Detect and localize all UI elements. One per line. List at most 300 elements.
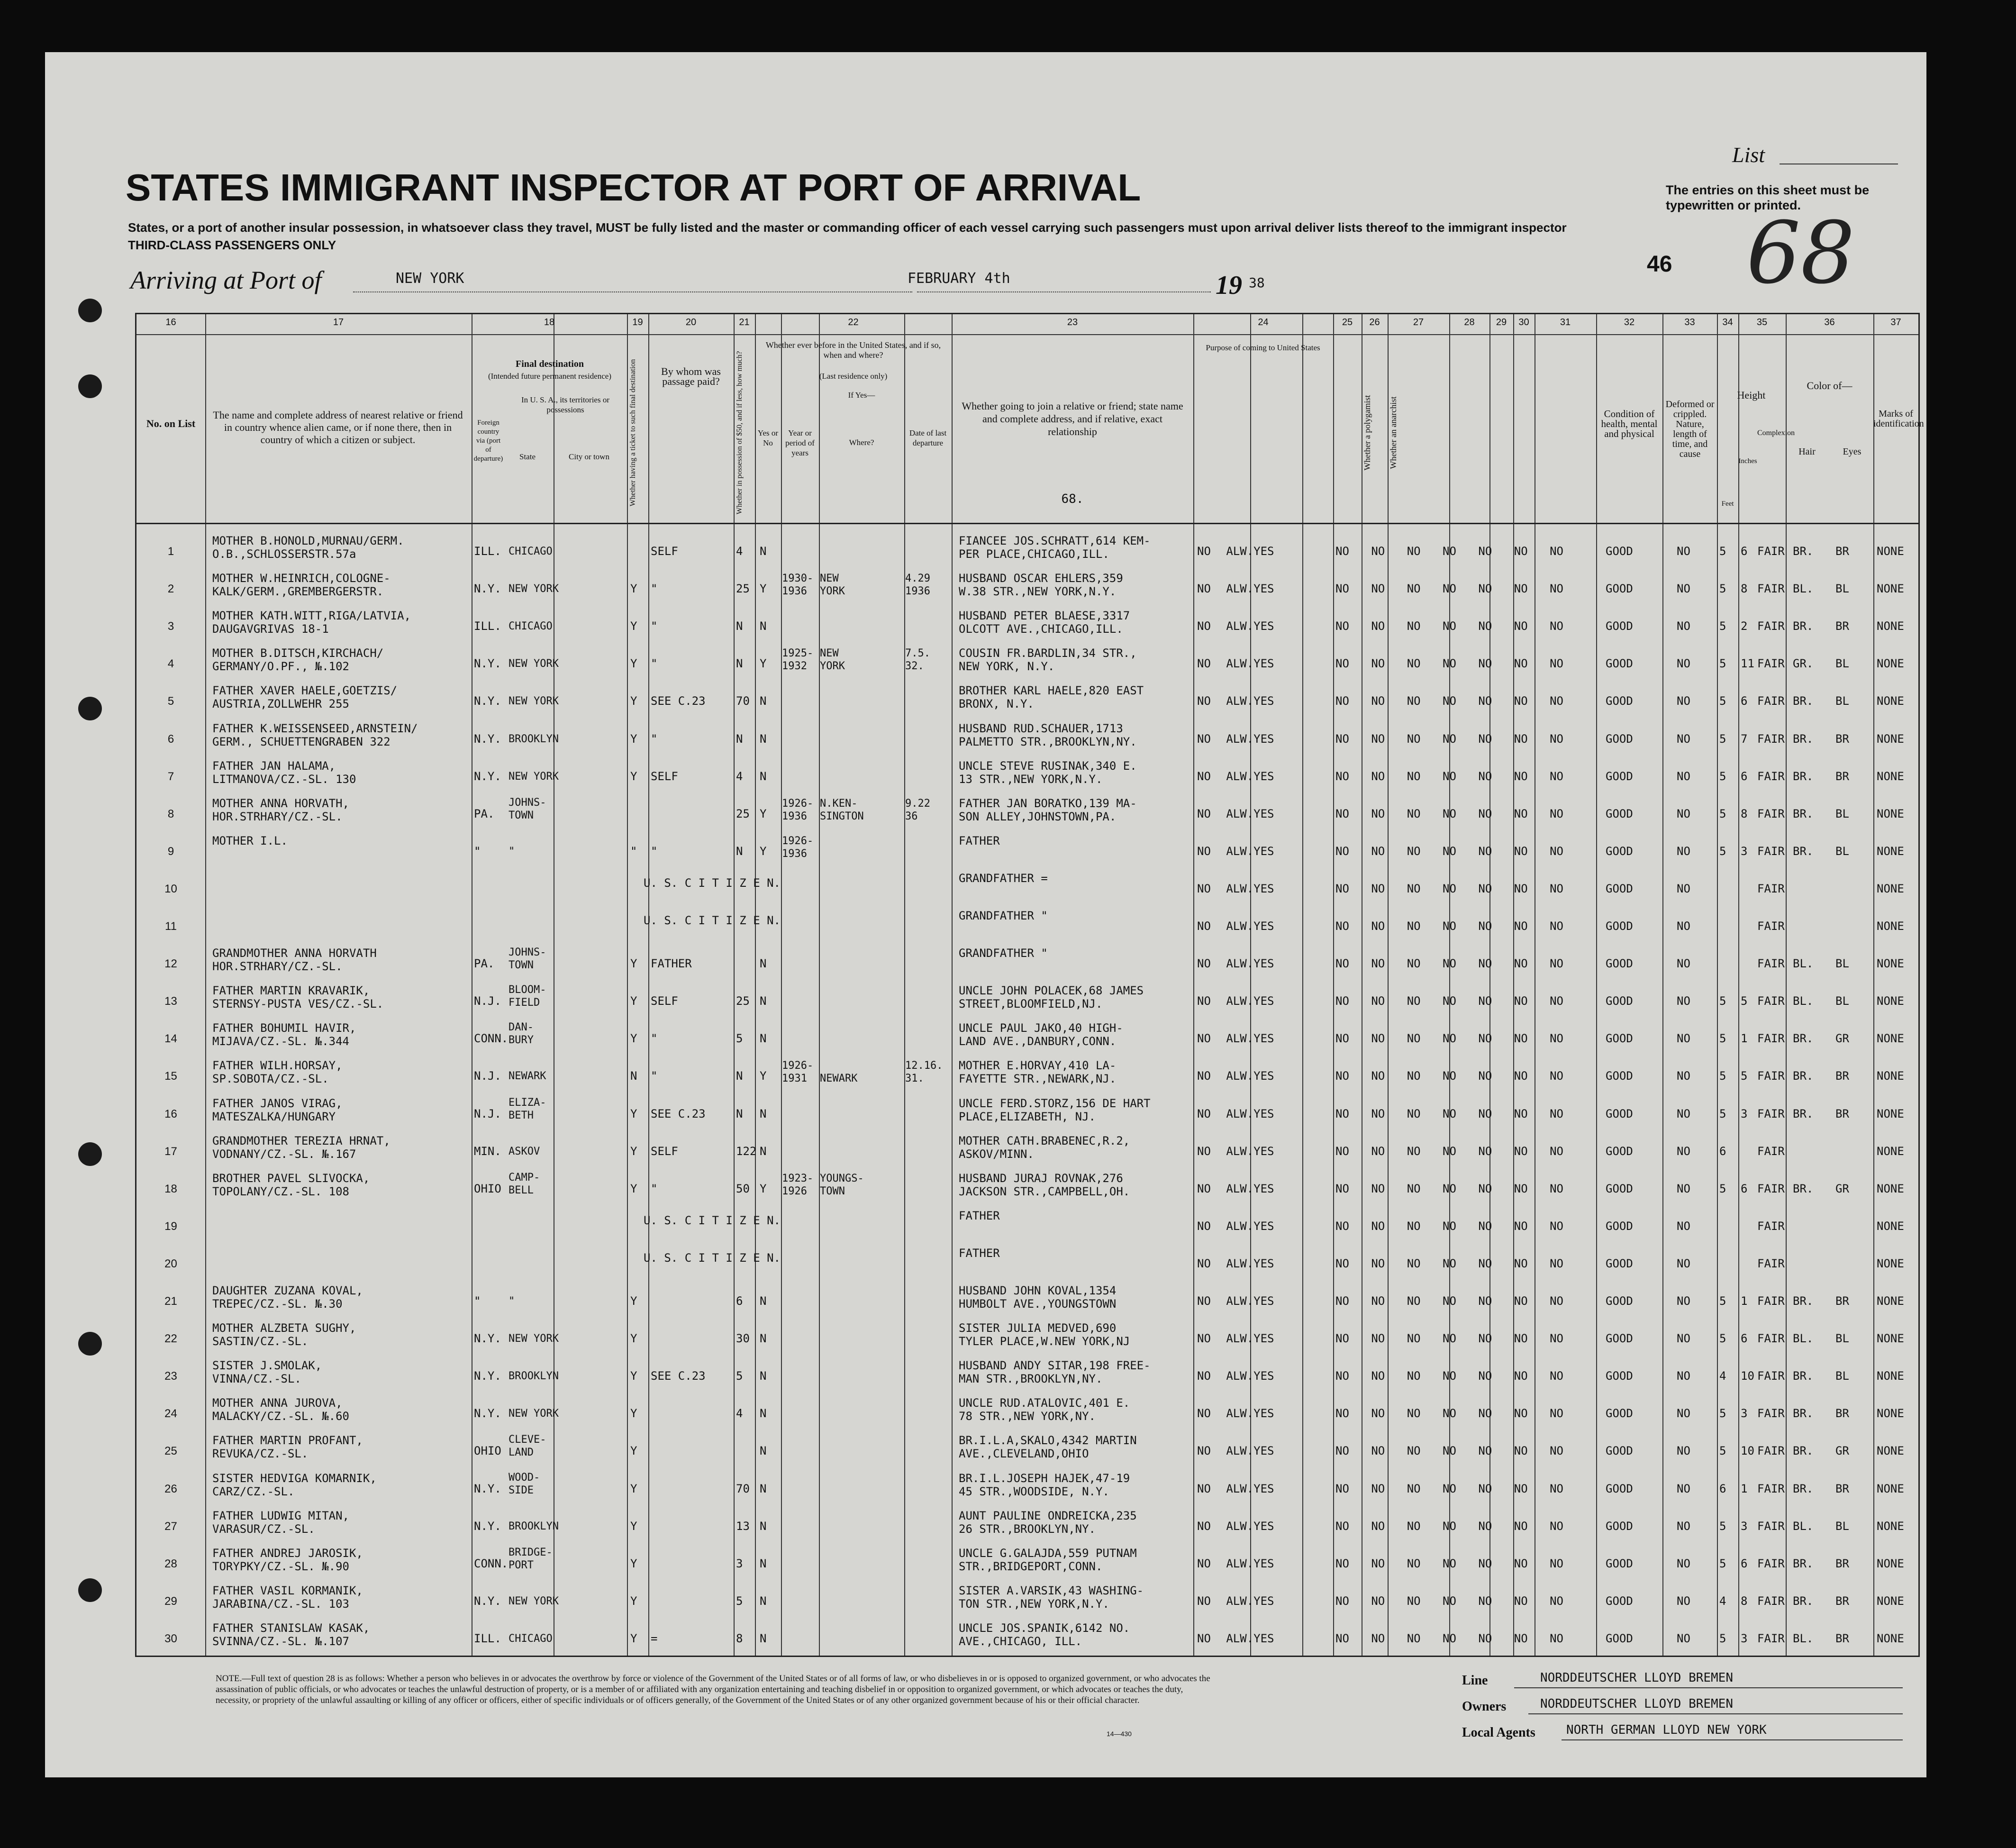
cell-q: NO NO NO NO NO NO NO xyxy=(1335,1069,1563,1083)
cell-marks: NONE xyxy=(1877,1144,1904,1158)
cell-rownum: 8 xyxy=(167,807,174,820)
cell-before: N xyxy=(760,1144,767,1158)
entries-note: The entries on this sheet must be typewritten or printed. xyxy=(1666,183,1870,212)
cell-q: NO NO NO NO NO NO NO xyxy=(1335,732,1563,746)
cell-hair: BR. xyxy=(1793,807,1814,820)
cell-rownum: 6 xyxy=(167,732,174,746)
cell-state: N.Y. xyxy=(474,1369,501,1383)
cell-marks: NONE xyxy=(1877,769,1904,783)
cell-health: GOOD xyxy=(1606,1594,1633,1608)
table-row xyxy=(136,1580,1918,1619)
cell-rel0: SISTER HEDVIGA KOMARNIK, xyxy=(212,1471,377,1485)
cell-before: N xyxy=(760,694,767,708)
cell-join0: FIANCEE JOS.SCHRATT,614 KEM- xyxy=(959,534,1151,547)
cell-dep: 7.5. 32. xyxy=(905,647,930,673)
cell-yrs: 1923- 1926 xyxy=(782,1172,814,1197)
cell-ft: 6 xyxy=(1719,1482,1726,1495)
table-row xyxy=(136,605,1918,644)
cell-rownum: 12 xyxy=(164,957,177,971)
cell-rownum: 30 xyxy=(164,1632,177,1645)
table-row xyxy=(136,1355,1918,1393)
table-row xyxy=(136,1317,1918,1356)
cell-health: GOOD xyxy=(1606,957,1633,971)
cell-join1: TON STR.,NEW YORK,N.Y. xyxy=(959,1597,1109,1611)
cell-q: NO NO NO NO NO NO NO xyxy=(1335,1369,1563,1383)
cell-hair: BL. xyxy=(1793,582,1814,596)
header-no-on-list: No. on List xyxy=(146,418,196,429)
cell-money: 4 xyxy=(736,769,743,783)
cell-marks: NONE xyxy=(1877,1407,1904,1420)
cell-hair: BR. xyxy=(1793,1294,1814,1308)
cell-before: Y xyxy=(760,657,767,671)
cell-money: 5 xyxy=(736,1032,743,1046)
cell-in: 3 xyxy=(1741,1631,1748,1645)
cell-before: N xyxy=(760,1482,767,1495)
cell-in: 6 xyxy=(1741,1182,1748,1195)
cell-rel1: SP.SOBOTA/CZ.-SL. xyxy=(212,1072,329,1086)
cell-eyes: BR xyxy=(1835,1482,1849,1495)
cell-ticket: Y xyxy=(630,732,637,746)
cell-deform: NO xyxy=(1677,545,1690,558)
cell-marks: NONE xyxy=(1877,619,1904,633)
cell-rel0: MOTHER ANNA JUROVA, xyxy=(212,1396,343,1410)
cell-health: GOOD xyxy=(1606,1482,1633,1495)
cell-q: NO NO NO NO NO NO NO xyxy=(1335,1144,1563,1158)
cell-ft: 5 xyxy=(1719,1557,1726,1570)
header-last-residence: (Last residence only) xyxy=(819,372,888,381)
cell-money: 25 xyxy=(736,994,750,1008)
cell-rel0: FATHER STANISLAW KASAK, xyxy=(212,1621,370,1635)
cell-join1: 45 STR.,WOODSIDE, N.Y. xyxy=(959,1484,1109,1498)
cell-cx: FAIR xyxy=(1757,994,1785,1008)
cell-deform: NO xyxy=(1677,1144,1690,1158)
col-num-24: 24 xyxy=(1258,317,1269,328)
cell-ft: 4 xyxy=(1719,1594,1726,1608)
cell-ticket: Y xyxy=(630,1032,637,1046)
cell-cx: FAIR xyxy=(1757,769,1785,783)
cell-p: NO ALW.YES xyxy=(1197,844,1274,858)
cell-q: NO NO NO NO NO NO NO xyxy=(1335,545,1563,558)
table-row xyxy=(136,980,1918,1019)
cell-in: 3 xyxy=(1741,844,1748,858)
table-row xyxy=(136,1505,1918,1544)
cell-cx: FAIR xyxy=(1757,807,1785,820)
cell-join1: STR.,BRIDGEPORT,CONN. xyxy=(959,1559,1103,1573)
cell-join0: UNCLE RUD.ATALOVIC,401 E. xyxy=(959,1396,1130,1410)
cell-q: NO NO NO NO NO NO NO xyxy=(1335,1519,1563,1533)
cell-paid: " xyxy=(651,732,658,746)
cell-in: 3 xyxy=(1741,1519,1748,1533)
cell-join1: PER PLACE,CHICAGO,ILL. xyxy=(959,547,1109,561)
binder-hole xyxy=(78,1142,102,1166)
cell-join0: SISTER JULIA MEDVED,690 xyxy=(959,1321,1117,1335)
cell-p: NO ALW.YES xyxy=(1197,1219,1274,1233)
cell-deform: NO xyxy=(1677,657,1690,671)
cell-marks: NONE xyxy=(1877,1256,1904,1270)
cell-money: 6 xyxy=(736,1294,743,1308)
table-row xyxy=(136,1429,1918,1468)
cell-state: OHIO xyxy=(474,1444,501,1458)
cell-before: N xyxy=(760,732,767,746)
cell-rel0: BROTHER PAVEL SLIVOCKA, xyxy=(212,1171,370,1185)
cell-city: CHICAGO xyxy=(509,546,553,557)
cell-before: N xyxy=(760,1032,767,1046)
cell-hair: BR. xyxy=(1793,732,1814,746)
table-row xyxy=(136,1130,1918,1169)
cell-money: 25 xyxy=(736,582,750,596)
cell-marks: NONE xyxy=(1877,1332,1904,1346)
cell-rel1: TORYPKY/CZ.-SL. №.90 xyxy=(212,1559,349,1573)
cell-ft: 5 xyxy=(1719,1069,1726,1083)
cell-where: NEW YORK xyxy=(820,647,845,673)
cell-rownum: 23 xyxy=(164,1370,177,1383)
cell-yrs: 1930- 1936 xyxy=(782,573,814,598)
cell-deform: NO xyxy=(1677,957,1690,971)
cell-rownum: 9 xyxy=(167,845,174,858)
cell-rel1: LITMANOVA/CZ.-SL. 130 xyxy=(212,772,356,786)
cell-paid: " xyxy=(651,1182,658,1195)
line-value: NORDDEUTSCHER LLOYD BREMEN xyxy=(1540,1671,1733,1685)
cell-rel0: MOTHER ANNA HORVATH, xyxy=(212,796,349,810)
cell-ticket: Y xyxy=(630,1144,637,1158)
cell-rel1: VODNANY/CZ.-SL. №.167 xyxy=(212,1147,356,1161)
cell-ft: 5 xyxy=(1719,1032,1726,1046)
cell-before: N xyxy=(760,1407,767,1420)
cell-marks: NONE xyxy=(1877,1032,1904,1046)
cell-health: GOOD xyxy=(1606,1369,1633,1383)
cell-hair: BR. xyxy=(1793,545,1814,558)
header-ticket: Whether having a ticket to such final destination xyxy=(629,359,637,507)
table-row xyxy=(136,1055,1918,1093)
cell-money: 3 xyxy=(736,1557,743,1570)
cell-join0: UNCLE G.GALAJDA,559 PUTNAM xyxy=(959,1546,1137,1560)
cell-ft: 5 xyxy=(1719,657,1726,671)
cell-ft: 5 xyxy=(1719,994,1726,1008)
cell-p: NO ALW.YES xyxy=(1197,882,1274,895)
cell-p: NO ALW.YES xyxy=(1197,1519,1274,1533)
cell-city: NEW YORK xyxy=(509,658,559,670)
cell-paid: " xyxy=(651,619,658,633)
col-num-30: 30 xyxy=(1518,317,1529,328)
cell-p: NO ALW.YES xyxy=(1197,994,1274,1008)
cell-money: N xyxy=(736,732,743,746)
cell-ticket: Y xyxy=(630,1444,637,1458)
cell-rownum: 7 xyxy=(167,770,174,783)
cell-in: 10 xyxy=(1741,1369,1754,1383)
manifest-table xyxy=(135,313,1924,1657)
cell-state: N.J. xyxy=(474,994,501,1008)
header-feet: Feet xyxy=(1721,500,1734,508)
header-ever-before: Whether ever before in the United States, and if so, when and where? xyxy=(765,340,941,360)
cell-before: N xyxy=(760,1369,767,1383)
cell-ticket: Y xyxy=(630,1594,637,1608)
cell-marks: NONE xyxy=(1877,994,1904,1008)
cell-health: GOOD xyxy=(1606,1144,1633,1158)
cell-join0: FATHER xyxy=(959,1209,1000,1222)
cell-ticket: Y xyxy=(630,694,637,708)
cell-hair: BR. xyxy=(1793,1182,1814,1195)
cell-ft: 5 xyxy=(1719,694,1726,708)
table-row xyxy=(136,755,1918,794)
cell-q: NO NO NO NO NO NO NO xyxy=(1335,1294,1563,1308)
cell-hair: BL. xyxy=(1793,1519,1814,1533)
cell-deform: NO xyxy=(1677,1032,1690,1046)
cell-eyes: BR xyxy=(1835,1107,1849,1120)
cell-ticket: N xyxy=(630,1069,637,1083)
cell-deform: NO xyxy=(1677,844,1690,858)
cell-health: GOOD xyxy=(1606,1519,1633,1533)
cell-deform: NO xyxy=(1677,1594,1690,1608)
col-num-16: 16 xyxy=(165,317,176,328)
cell-p: NO ALW.YES xyxy=(1197,1594,1274,1608)
cell-hair: BR. xyxy=(1793,1107,1814,1120)
cell-money: N xyxy=(736,1069,743,1083)
cell-eyes: BL xyxy=(1835,1369,1849,1383)
cell-in: 5 xyxy=(1741,1069,1748,1083)
cell-deform: NO xyxy=(1677,694,1690,708)
cell-before: N xyxy=(760,1557,767,1570)
cell-eyes: BR xyxy=(1835,1069,1849,1083)
cell-rownum: 20 xyxy=(164,1257,177,1270)
cell-health: GOOD xyxy=(1606,1069,1633,1083)
cell-marks: NONE xyxy=(1877,1069,1904,1083)
cell-in: 3 xyxy=(1741,1107,1748,1120)
cell-state: N.Y. xyxy=(474,582,501,596)
cell-eyes: GR xyxy=(1835,1032,1849,1046)
cell-deform: NO xyxy=(1677,1219,1690,1233)
cell-state: N.Y. xyxy=(474,1332,501,1346)
cell-rel1: GERM., SCHUETTENGRABEN 322 xyxy=(212,735,390,748)
header-state: State xyxy=(519,452,536,461)
cell-p: NO ALW.YES xyxy=(1197,1144,1274,1158)
cell-join0: SISTER A.VARSIK,43 WASHING- xyxy=(959,1584,1144,1597)
cell-in: 8 xyxy=(1741,582,1748,596)
cell-eyes: BL xyxy=(1835,957,1849,971)
cell-where: NEW YORK xyxy=(820,573,845,598)
cell-paid: SEE C.23 xyxy=(651,694,706,708)
table-row xyxy=(136,1467,1918,1506)
cell-ticket: Y xyxy=(630,1482,637,1495)
cell-city: WOOD- SIDE xyxy=(509,1471,540,1496)
cell-state: N.Y. xyxy=(474,657,501,671)
cell-ticket: Y xyxy=(630,1631,637,1645)
cell-join1: AVE.,CHICAGO, ILL. xyxy=(959,1634,1082,1648)
cell-state: N.Y. xyxy=(474,732,501,746)
cell-before: N xyxy=(760,1294,767,1308)
cell-rownum: 13 xyxy=(164,995,177,1008)
cell-ft: 5 xyxy=(1719,1519,1726,1533)
header-if-yes: If Yes— xyxy=(848,391,875,400)
table-row xyxy=(136,567,1918,606)
cell-p: NO ALW.YES xyxy=(1197,1069,1274,1083)
cell-q: NO NO NO NO NO NO NO xyxy=(1335,1107,1563,1120)
footer-note: NOTE.—Full text of question 28 is as follows: Whether a person who believes in or advocates the overthrow by force or violence of the Government of the United States or of all forms of law, or who disbelieves in or is opposed to organized government, or who advocates the assassination of public officials, or who advocates or teaches the unlawful destruction of property, or is a member of or affiliated with any organization entertaining and teaching disbelief in or opposition to organized government, or which advocates or teaches the duty, necessity, or propriety of the unlawful assaulting or killing of any officer or officers, either of specific individuals or of officers generally, of the Government of the United States or of any other organized government because of his or their official character. xyxy=(216,1674,1210,1705)
cell-in: 7 xyxy=(1741,732,1748,746)
cell-join1: AVE.,CLEVELAND,OHIO xyxy=(959,1447,1089,1461)
cell-hair: BR. xyxy=(1793,1594,1814,1608)
cell-in: 6 xyxy=(1741,1557,1748,1570)
cell-join1: 13 STR.,NEW YORK,N.Y. xyxy=(959,772,1103,786)
agents-label: Local Agents xyxy=(1462,1725,1535,1740)
cell-city: BROOKLYN xyxy=(509,733,559,745)
cell-marks: NONE xyxy=(1877,1444,1904,1458)
cell-us-citizen: U. S. C I T I Z E N. xyxy=(644,1213,781,1227)
cell-join1: STREET,BLOOMFIELD,NJ. xyxy=(959,997,1103,1011)
cell-health: GOOD xyxy=(1606,694,1633,708)
cell-paid: SELF xyxy=(651,1144,678,1158)
cell-marks: NONE xyxy=(1877,732,1904,746)
cell-q: NO NO NO NO NO NO NO xyxy=(1335,1032,1563,1046)
cell-ft: 6 xyxy=(1719,1144,1726,1158)
header-passage-paid: By whom was passage paid? xyxy=(661,365,721,387)
cell-rel1: MALACKY/CZ.-SL. №.60 xyxy=(212,1410,349,1423)
cell-before: N xyxy=(760,545,767,558)
cell-in: 6 xyxy=(1741,769,1748,783)
cell-rel1: KALK/GERM.,GREMBERGERSTR. xyxy=(212,585,384,599)
col-num-23: 23 xyxy=(1067,317,1078,328)
cell-rownum: 2 xyxy=(167,583,174,596)
cell-rownum: 1 xyxy=(167,545,174,558)
cell-ticket: Y xyxy=(630,619,637,633)
cell-health: GOOD xyxy=(1606,1256,1633,1270)
cell-health: GOOD xyxy=(1606,732,1633,746)
cell-state: ILL. xyxy=(474,545,501,558)
cell-city: NEWARK xyxy=(509,1070,546,1083)
cell-rel0: FATHER K.WEISSENSEED,ARNSTEIN/ xyxy=(212,721,418,735)
cell-p: NO ALW.YES xyxy=(1197,1332,1274,1346)
cell-rel0: MOTHER I.L. xyxy=(212,834,288,847)
cell-q: NO NO NO NO NO NO NO xyxy=(1335,1557,1563,1570)
cell-state: " xyxy=(474,844,481,858)
cell-state: CONN. xyxy=(474,1557,509,1570)
cell-deform: NO xyxy=(1677,1332,1690,1346)
cell-city: CHICAGO xyxy=(509,620,553,633)
cell-rownum: 14 xyxy=(164,1032,177,1046)
cell-eyes: BL xyxy=(1835,582,1849,596)
cell-city: BROOKLYN xyxy=(509,1370,559,1383)
cell-rel0: DAUGHTER ZUZANA KOVAL, xyxy=(212,1284,363,1297)
cell-before: N xyxy=(760,994,767,1008)
cell-eyes: BL xyxy=(1835,1332,1849,1346)
cell-rownum: 4 xyxy=(167,657,174,671)
table-row xyxy=(136,1017,1918,1056)
table-row xyxy=(136,792,1918,831)
cell-rel0: FATHER BOHUMIL HAVIR, xyxy=(212,1021,356,1035)
cell-join0: FATHER JAN BORATKO,139 MA- xyxy=(959,796,1137,810)
cell-marks: NONE xyxy=(1877,957,1904,971)
cell-in: 6 xyxy=(1741,694,1748,708)
cell-ticket: Y xyxy=(630,1332,637,1346)
header-color-of: Color of— xyxy=(1807,380,1853,391)
cell-q: NO NO NO NO NO NO NO xyxy=(1335,582,1563,596)
cell-cx: FAIR xyxy=(1757,582,1785,596)
cell-deform: NO xyxy=(1677,1069,1690,1083)
cell-eyes: BR xyxy=(1835,1294,1849,1308)
cell-rownum: 19 xyxy=(164,1220,177,1233)
header-nearest-relative: The name and complete address of nearest relative or friend in country whence alien came, or if none there, then in country of which a citizen or subject. xyxy=(213,409,463,446)
cell-deform: NO xyxy=(1677,732,1690,746)
cell-join0: FATHER xyxy=(959,834,1000,847)
cell-before: N xyxy=(760,1107,767,1120)
cell-q: NO NO NO NO NO NO NO xyxy=(1335,882,1563,895)
header-deformed: Deformed or crippled. Nature, length of time, and cause xyxy=(1665,399,1715,459)
arriving-label: Arriving at Port of xyxy=(130,266,322,294)
cell-rel1: SVINNA/CZ.-SL. №.107 xyxy=(212,1634,349,1648)
cell-q: NO NO NO NO NO NO NO xyxy=(1335,1407,1563,1420)
port-underline xyxy=(353,291,912,292)
cell-health: GOOD xyxy=(1606,882,1633,895)
table-row xyxy=(136,1392,1918,1431)
cell-rel0: FATHER XAVER HAELE,GOETZIS/ xyxy=(212,684,398,698)
year-prefix: 19 xyxy=(1216,271,1242,300)
cell-ft: 5 xyxy=(1719,1294,1726,1308)
cell-deform: NO xyxy=(1677,769,1690,783)
cell-rel0: MOTHER B.DITSCH,KIRCHACH/ xyxy=(212,646,384,660)
cell-q: NO NO NO NO NO NO NO xyxy=(1335,1444,1563,1458)
cell-join0: HUSBAND RUD.SCHAUER,1713 xyxy=(959,721,1123,735)
cell-money: 50 xyxy=(736,1182,750,1195)
cell-money: 25 xyxy=(736,807,750,820)
cell-p: NO ALW.YES xyxy=(1197,807,1274,820)
cell-before: N xyxy=(760,769,767,783)
cell-in: 8 xyxy=(1741,807,1748,820)
cell-p: NO ALW.YES xyxy=(1197,1294,1274,1308)
cell-rel1: DAUGAVGRIVAS 18-1 xyxy=(212,622,329,636)
cell-join0: GRANDFATHER " xyxy=(959,947,1048,960)
cell-in: 1 xyxy=(1741,1482,1748,1495)
cell-deform: NO xyxy=(1677,1631,1690,1645)
header-city: City or town xyxy=(569,452,609,461)
agents-value: NORTH GERMAN LLOYD NEW YORK xyxy=(1566,1723,1767,1737)
cell-cx: FAIR xyxy=(1757,1144,1785,1158)
cell-hair: BR. xyxy=(1793,694,1814,708)
cell-eyes: BR xyxy=(1835,1631,1849,1645)
cell-where: N.KEN- SINGTON xyxy=(820,797,864,822)
table-row xyxy=(136,1205,1918,1244)
header-health: Condition of health, mental and physical xyxy=(1601,408,1658,439)
cell-health: GOOD xyxy=(1606,1444,1633,1458)
cell-cx: FAIR xyxy=(1757,1444,1785,1458)
cell-rel0: MOTHER ALZBETA SUGHY, xyxy=(212,1321,356,1335)
cell-dep: 4.29 1936 xyxy=(905,573,930,598)
cell-join1: ASKOV/MINN. xyxy=(959,1147,1034,1161)
cell-deform: NO xyxy=(1677,882,1690,895)
cell-marks: NONE xyxy=(1877,1557,1904,1570)
cell-paid: FATHER xyxy=(651,957,692,971)
cell-rownum: 17 xyxy=(164,1145,177,1158)
cell-eyes: BR xyxy=(1835,769,1849,783)
header-marks: Marks of identification xyxy=(1873,409,1924,429)
cell-city: JOHNS- TOWN xyxy=(509,947,546,972)
table-row xyxy=(136,942,1918,981)
cell-state: CONN. xyxy=(474,1032,509,1046)
table-row xyxy=(136,642,1918,681)
cell-join1: HUMBOLT AVE.,YOUNGSTOWN xyxy=(959,1297,1117,1311)
cell-rel0: FATHER ANDREJ JAROSIK, xyxy=(212,1546,363,1560)
col-num-26: 26 xyxy=(1369,317,1380,328)
cell-marks: NONE xyxy=(1877,1369,1904,1383)
cell-ticket: Y xyxy=(630,582,637,596)
header-anarchist: Whether an anarchist xyxy=(1389,396,1398,469)
cell-state: " xyxy=(474,1294,481,1308)
cell-ticket: Y xyxy=(630,1369,637,1383)
cell-city: BLOOM- FIELD xyxy=(509,984,546,1009)
cell-rownum: 10 xyxy=(164,882,177,895)
cell-money: 122 xyxy=(736,1144,757,1158)
header-complexion: Complexion xyxy=(1757,429,1795,437)
cell-join0: BR.I.L.JOSEPH HAJEK,47-19 xyxy=(959,1471,1130,1485)
cell-health: GOOD xyxy=(1606,1107,1633,1120)
